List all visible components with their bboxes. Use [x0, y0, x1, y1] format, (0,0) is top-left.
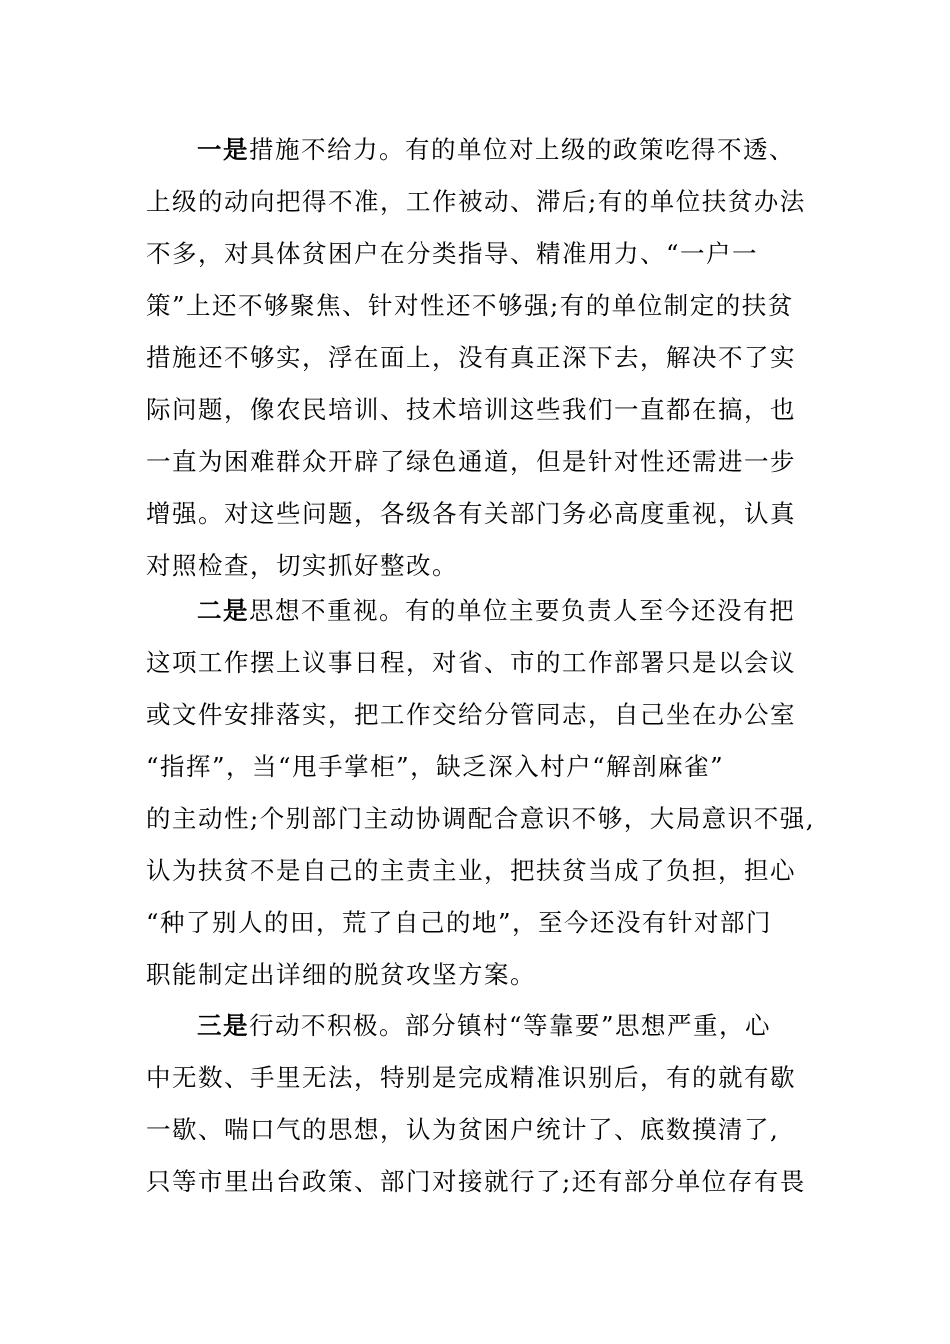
- paragraph-lead: 一是: [197, 135, 249, 164]
- line-text: 措施还不够实，浮在面上，没有真正深下去，解决不了实: [146, 343, 796, 372]
- paragraph-action: [146, 1000, 826, 1208]
- line-text: 这项工作摆上议事日程，对省、市的工作部署只是以会议: [146, 648, 796, 677]
- line-text: 对照检查，切实抓好整改。: [146, 551, 458, 580]
- line-text: 增强。对这些问题，各级各有关部门务必高度重视，认真: [146, 499, 796, 528]
- paragraph-lead: 三是: [197, 1011, 249, 1040]
- line-text: 措施不给力。有的单位对上级的政策吃得不透、: [249, 135, 795, 164]
- line-text: 策”上还不够聚焦、针对性还不够强;有的单位制定的扶贫: [146, 291, 794, 320]
- line-text: 际问题，像农民培训、技术培训这些我们一直都在搞，也: [146, 395, 796, 424]
- paragraph-first-line: [146, 1000, 826, 1052]
- line-text: “种了别人的田，荒了自己的地”，至今还没有针对部门: [146, 908, 773, 937]
- paragraph-first-line: [146, 585, 826, 637]
- line-text: 职能制定出详细的脱贫攻坚方案。: [146, 960, 536, 989]
- line-text: 行动不积极。部分镇村“等靠要”思想严重，心: [249, 1011, 772, 1040]
- line-text: 或文件安排落实，把工作交给分管同志，自己坐在办公室: [146, 700, 796, 729]
- paragraph-lead: 二是: [197, 596, 249, 625]
- paragraph-measures: [146, 124, 826, 592]
- line-text: 不多，对具体贫困户在分类指导、精准用力、“一户一: [146, 239, 759, 268]
- line-text: 只等市里出台政策、部门对接就行了;还有部分单位存有畏: [146, 1167, 806, 1196]
- line-text: 上级的动向把得不准，工作被动、滞后;有的单位扶贫办法: [146, 187, 806, 216]
- paragraph-thinking: [146, 585, 826, 1001]
- line-text: 的主动性;个别部门主动协调配合意识不够，大局意识不强,: [146, 804, 816, 833]
- line-text: 思想不重视。有的单位主要负责人至今还没有把: [249, 596, 795, 625]
- line-text: “指挥”，当“甩手掌柜”，缺乏深入村户“解剖麻雀”: [146, 752, 725, 781]
- line-text: 认为扶贫不是自己的主责主业，把扶贫当成了负担，担心: [146, 856, 796, 885]
- line-text: 一直为困难群众开辟了绿色通道，但是针对性还需进一步: [146, 447, 796, 476]
- line-text: 中无数、手里无法，特别是完成精准识别后，有的就有歇: [146, 1063, 796, 1092]
- paragraph-first-line: [146, 124, 826, 176]
- line-text: 一歇、喘口气的思想，认为贫困户统计了、底数摸清了,: [146, 1115, 780, 1144]
